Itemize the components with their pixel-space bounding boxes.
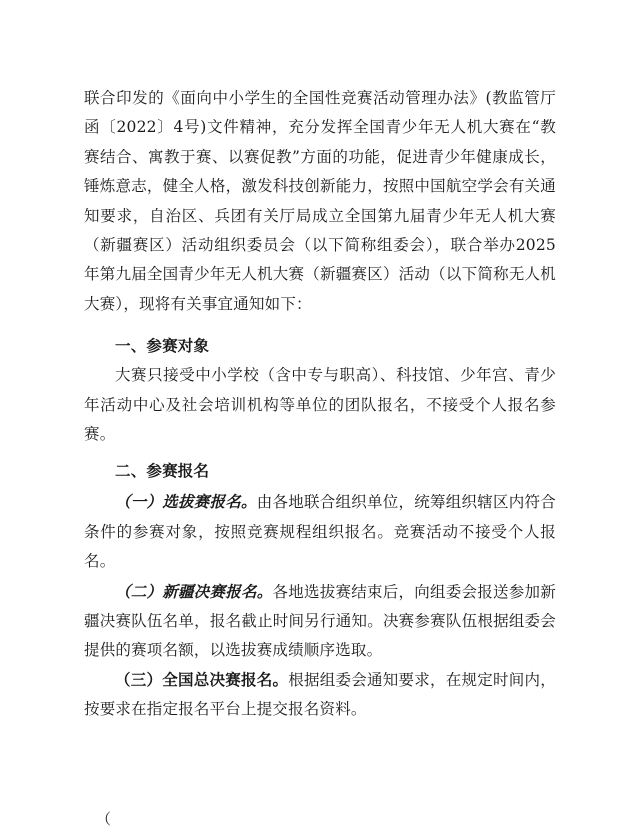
intro-paragraph: 联合印发的《面向中小学生的全国性竞赛活动管理办法》(教监管厅函〔2022〕4号)文件精神，充分发挥全国青少年无人机大赛在“教赛结合、寓教于赛、以赛促教”方面的功能，促进青少年健康成长，锤炼意志，健全人格，激发科技创新能力，按照中国航空学会有关通知要求，自治区、兵团有关厅局成立全国第九届青少年无人机大赛（新疆赛区）活动组织委员会（以下简称组委会），联合举办2025年第九届全国青少年无人机大赛（新疆赛区）活动（以下简称无人机大赛），现将有关事宜通知如下： — [84, 89, 556, 313]
intro-paragraph-block — [84, 84, 556, 319]
item-1-lead: （一）选拔赛报名。 — [115, 492, 257, 512]
item-3-body: 根据组委会通知要求，在规定时间内，按要求在指定报名平台上提交报名资料。 — [84, 670, 557, 719]
item-2-lead: （二）新疆决赛报名。 — [115, 581, 273, 601]
next-page-fragment: （ — [96, 810, 112, 828]
section-2-item-3 — [84, 666, 556, 725]
item-3-lead: （三）全国总决赛报名。 — [115, 670, 289, 689]
section-2 — [84, 457, 556, 725]
item-2-body: 各地选拔赛结束后，向组委会报送参加新疆决赛队伍名单，报名截止时间另行通知。决赛参赛队伍根据组委会提供的赛项名额，以选拔赛成绩顺序选取。 — [84, 582, 556, 660]
section-2-heading: 二、参赛报名 — [115, 462, 210, 480]
section-1-body: 大赛只接受中小学校（含中专与职高）、科技馆、少年宫、青少年活动中心及社会培训机构等单位的团队报名，不接受个人报名参赛。 — [84, 366, 556, 444]
section-2-item-1 — [84, 487, 556, 576]
item-1-body: 由各地联合组织单位，统筹组织辖区内符合条件的参赛对象，按照竞赛规程组织报名。竞赛活动不接受个人报名。 — [84, 493, 556, 571]
section-1-heading: 一、参赛对象 — [115, 337, 210, 355]
section-2-item-2 — [84, 577, 556, 666]
section-1 — [84, 332, 556, 450]
